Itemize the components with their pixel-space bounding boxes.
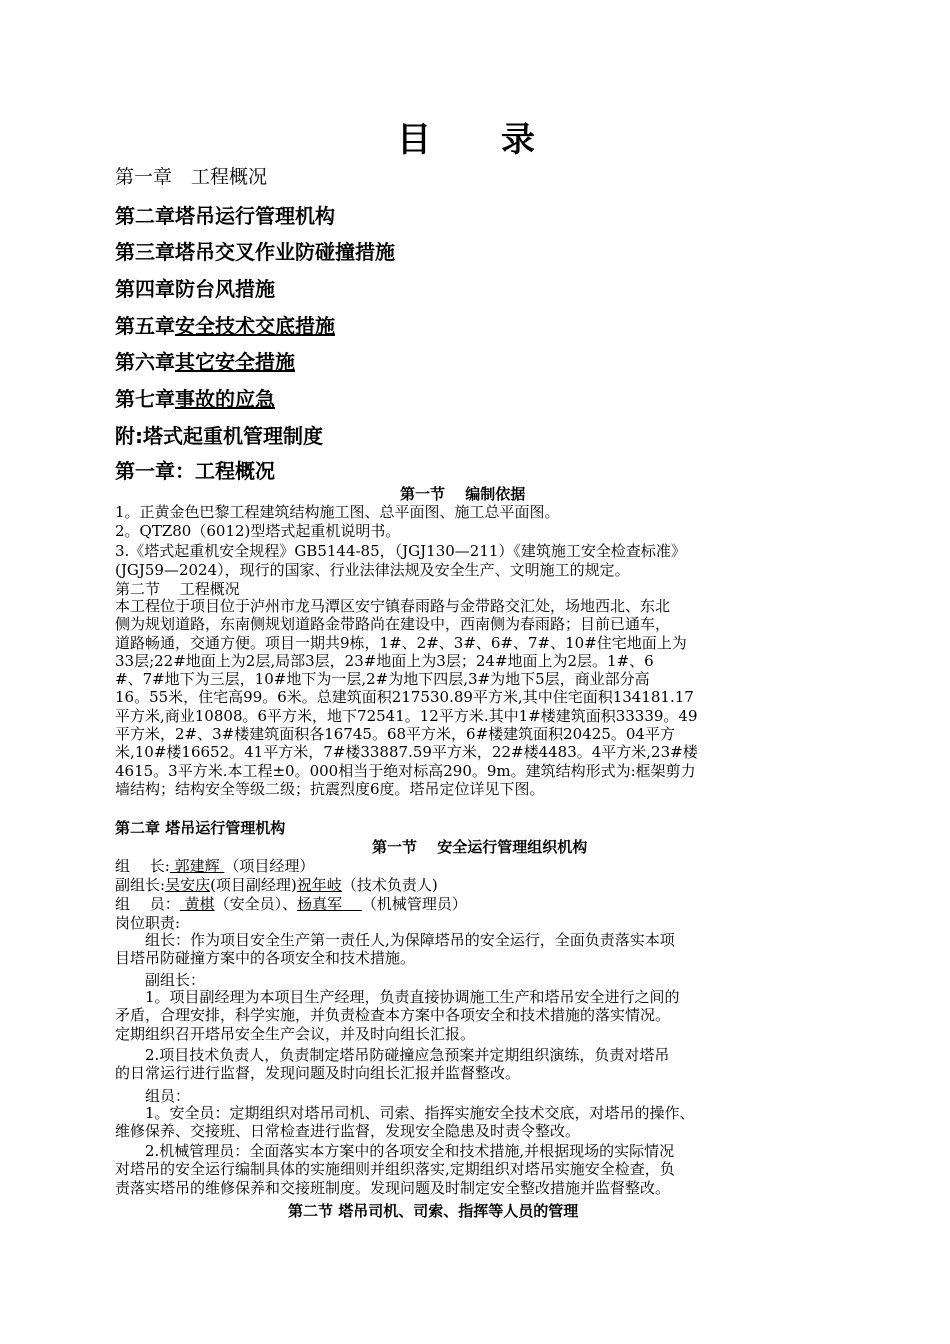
chapter-1-heading: 第一章：工程概况 xyxy=(115,459,275,483)
chapter-2-heading: 第二章 塔吊运行管理机构 xyxy=(115,819,286,837)
deputy-row xyxy=(115,874,438,895)
duty-line: 定期组织召开塔吊安全生产会议，并及时向组长汇报。 xyxy=(115,1024,476,1043)
overview-line: #、7#地下为三层，10#地下为一层,2#为地下四层,3#为地下5层，商业部分高 xyxy=(115,670,650,689)
toc-chapter-7-title: 事故的应急 xyxy=(175,387,275,411)
overview-line: 平方米，2#、3#楼建筑面积各16745。68平方米，6#楼建筑面积20425。04平方 xyxy=(115,725,675,744)
toc-chapter-6-title: 其它安全措施 xyxy=(175,350,295,374)
member-name-1: 黄棋 xyxy=(179,895,215,913)
duty-line: 对塔吊的安全运行编制具体的实施细则并组织落实,定期组织对塔吊实施安全检查，负 xyxy=(115,1160,675,1179)
duty-line: 2.机械管理员：全面落实本方案中的各项安全和技术措施,并根据现场的实际情况 xyxy=(115,1142,675,1160)
toc-title: 目 录 xyxy=(397,120,553,160)
chapter-2-section-2-title: 第二节 塔吊司机、司索、指挥等人员的管理 xyxy=(288,1202,579,1220)
basis-item-3-line-2: (JGJ59—2024），现行的国家、行业法律法规及安全生产、文明施工的规定。 xyxy=(115,561,630,579)
toc-item-chapter-1: 第一章 工程概况 xyxy=(115,166,268,188)
duty-line: 维修保养、交接班、日常检查进行监督，发现安全隐患及时责令整改。 xyxy=(115,1122,581,1141)
section-1-title: 第一节 编制依据 xyxy=(400,485,526,503)
overview-line: 33层;22#地面上为2层,局部3层，23#地面上为3层；24#地面上为2层。1#、6 xyxy=(115,651,654,670)
overview-line: 16。55米，住宅高99。6米。总建筑面积217530.89平方米,其中住宅面积134181.17 xyxy=(115,688,694,707)
leader-row xyxy=(115,855,314,876)
toc-item-chapter-6 xyxy=(115,346,295,375)
member-name-2: 杨真军 xyxy=(297,895,362,913)
toc-item-chapter-7 xyxy=(115,383,275,412)
toc-chapter-6-prefix: 第六章 xyxy=(115,350,175,374)
deputy-name-2: 祝年岐 xyxy=(296,876,342,894)
deputy-role-1: (项目副经理) xyxy=(210,876,297,894)
toc-item-chapter-5 xyxy=(115,310,335,339)
deputy-role-2: （技术负责人) xyxy=(341,876,438,894)
deputy-heading: 副组长： xyxy=(115,971,206,989)
overview-line: 米,10#楼16652。41平方米，7#楼33887.59平方米，22#楼4483。4平方米,23#楼 xyxy=(115,743,698,762)
duty-line: 目塔吊防碰撞方案中的各项安全和技术措施。 xyxy=(115,949,416,968)
duty-line: 1。项目副经理为本项目生产经理，负责直接协调施工生产和塔吊安全进行之间的 xyxy=(115,988,680,1006)
duties-label: 岗位职责: xyxy=(115,914,181,932)
toc-chapter-7-prefix: 第七章 xyxy=(115,387,175,411)
member-duty-2 xyxy=(115,1142,840,1197)
duty-line: 2.项目技术负责人，负责制定塔吊防碰撞应急预案并定期组织演练，负责对塔吊 xyxy=(115,1046,670,1064)
leader-name: 郭建辉 xyxy=(169,857,225,875)
deputy-duty-2 xyxy=(115,1046,840,1083)
duty-line: 的日常运行进行监督，发现问题及时向组长汇报并监督整改。 xyxy=(115,1064,521,1083)
overview-line: 道路畅通，交通方便。项目一期共9栋，1#、2#、3#、6#、7#、10#住宅地面上为 xyxy=(115,633,687,652)
project-overview xyxy=(115,597,840,798)
member-row xyxy=(115,893,467,914)
toc-chapter-5-title: 安全技术交底措施 xyxy=(175,314,335,338)
chapter-2-section-1-title: 第一节 安全运行管理组织机构 xyxy=(372,838,588,856)
basis-item-1: 1。正黄金色巴黎工程建筑结构施工图、总平面图、施工总平面图。 xyxy=(115,503,560,521)
member-heading: 组员： xyxy=(115,1087,191,1105)
duty-line: 1。安全员：定期组织对塔吊司机、司索、指挥实施安全技术交底，对塔吊的操作、 xyxy=(115,1104,695,1122)
overview-line: 墙结构；结构安全等级二级；抗震烈度6度。塔吊定位详见下图。 xyxy=(115,779,545,798)
duty-line: 组长：作为项目安全生产第一责任人,为保障塔吊的安全运行，全面负责落实本项 xyxy=(115,931,675,949)
deputy-duty-1 xyxy=(115,988,840,1043)
basis-item-2: 2。QTZ80（6012)型塔式起重机说明书。 xyxy=(115,522,401,540)
leader-role: （项目经理） xyxy=(224,857,315,875)
toc-item-chapter-3: 第三章塔吊交叉作业防碰撞措施 xyxy=(115,240,395,264)
member-role-1: （安全员）、 xyxy=(214,895,298,913)
toc-item-chapter-4: 第四章防台风措施 xyxy=(115,277,275,301)
duty-line: 矛盾，合理安排，科学实施，并负责检查本方案中各项安全和技术措施的落实情况。 xyxy=(115,1006,671,1025)
leader-label: 组 长: xyxy=(115,857,170,875)
section-2-title: 第二节 工程概况 xyxy=(115,580,240,598)
toc-item-appendix: 附:塔式起重机管理制度 xyxy=(115,424,323,448)
deputy-label: 副组长: xyxy=(115,876,166,894)
overview-line: 本工程位于项目位于泸州市龙马潭区安宁镇春雨路与金带路交汇处，场地西北、东北 xyxy=(115,597,671,615)
basis-item-3-line-1: 3.《塔式起重机安全规程》GB5144-85，（JGJ130—211）《建筑施工安全检查标准》 xyxy=(115,542,686,560)
member-duty-1 xyxy=(115,1104,840,1141)
leader-duty xyxy=(115,931,840,968)
toc-item-chapter-2: 第二章塔吊运行管理机构 xyxy=(115,204,335,228)
deputy-name-1: 吴安庆 xyxy=(165,876,211,894)
overview-line: 平方米,商业10808。6平方米，地下72541。12平方米.其中1#楼建筑面积33339。49 xyxy=(115,706,698,725)
duty-line: 责落实塔吊的维修保养和交接班制度。发现问题及时制定安全整改措施并监督整改。 xyxy=(115,1178,671,1197)
member-role-2: （机械管理员） xyxy=(361,895,467,913)
toc-chapter-5-prefix: 第五章 xyxy=(115,314,175,338)
overview-line: 4615。3平方米.本工程±0。000相当于绝对标高290。9m。建筑结构形式为:框架剪力 xyxy=(115,761,696,780)
overview-line: 侧为规划道路，东南侧规划道路金带路尚在建设中，西南侧为春雨路；目前已通车， xyxy=(115,615,671,634)
member-label: 组 员： xyxy=(115,895,180,913)
